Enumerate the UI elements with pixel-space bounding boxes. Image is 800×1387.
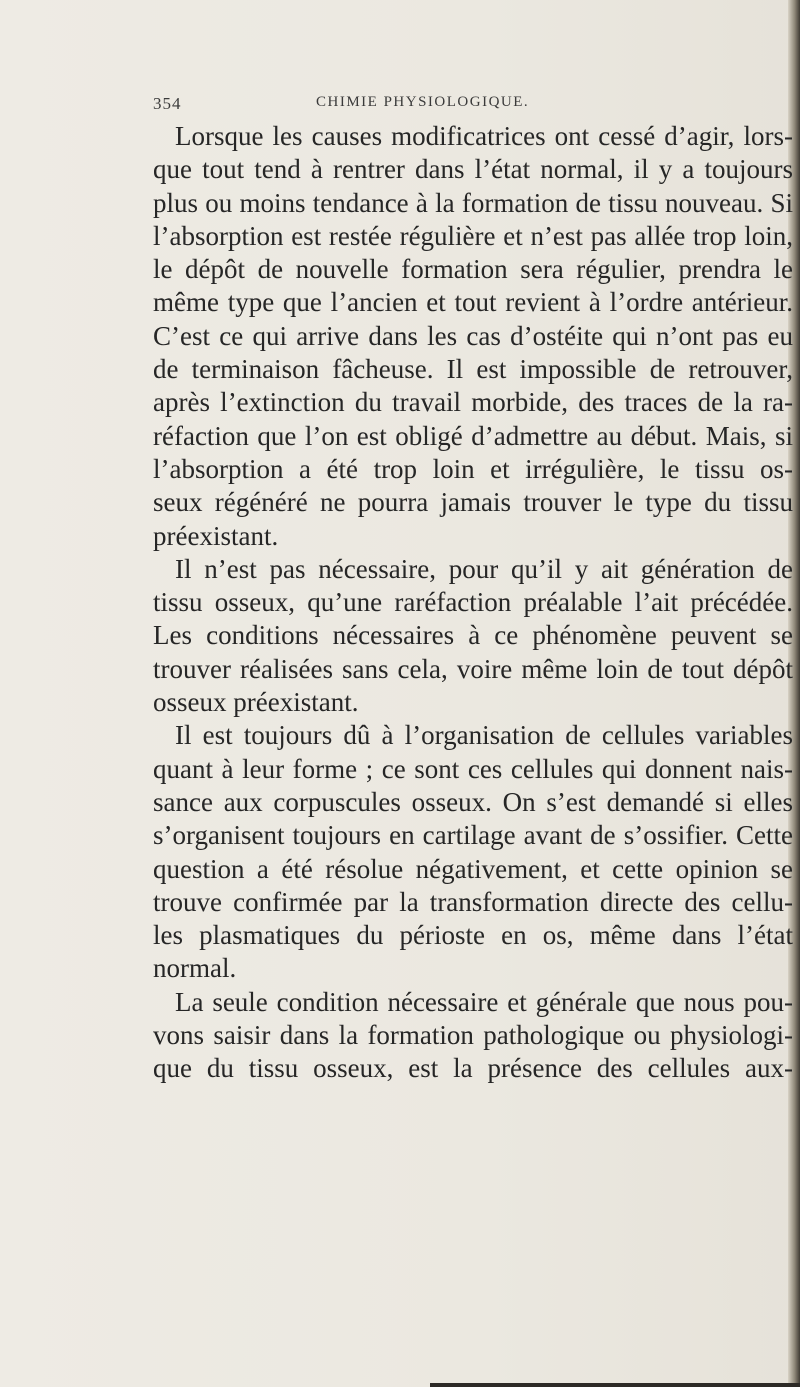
text-line: l’absorption a été trop loin et irrégulière, le tissu os- [153,453,793,484]
text-line: que du tissu osseux, est la présence des cellules aux- [153,1053,793,1084]
text-line: réfaction que l’on est obligé d’admettre au début. Mais, si [153,420,793,451]
text-line: de terminaison fâcheuse. Il est impossible de retrouver, [153,354,793,385]
text-line: les plasmatiques du périoste en os, même dans l’état [153,920,793,951]
text-line: s’organisent toujours en cartilage avant de s’ossifier. Cette [153,820,793,851]
text-line: C’est ce qui arrive dans les cas d’ostéite qui n’ont pas eu [153,320,793,351]
text-line: trouver réalisées sans cela, voire même loin de tout dépôt [153,653,793,684]
body-text [153,120,793,1086]
paragraph [153,553,793,719]
page-bottom-edge [430,1383,800,1387]
text-line: préexistant. [153,520,279,551]
text-line: Lorsque les causes modificatrices ont cessé d’agir, lors- [175,121,793,151]
text-line: question a été résolue négativement, et cette opinion se [153,853,793,884]
text-line: vons saisir dans la formation pathologique ou physiologi- [153,1020,793,1051]
text-line: seux régénéré ne pourra jamais trouver le type du tissu [153,487,793,518]
text-line: sance aux corpuscules osseux. On s’est demandé si elles [153,786,793,817]
text-line: le dépôt de nouvelle formation sera régulier, prendra le [153,254,793,285]
text-line: plus ou moins tendance à la formation de tissu nouveau. Si [153,187,793,218]
text-line: Il n’est pas nécessaire, pour qu’il y ait génération de [175,553,793,584]
text-line: trouve confirmée par la transformation directe des cellu- [153,886,793,917]
page-number: 354 [153,94,182,113]
text-line: l’absorption est restée régulière et n’est pas allée trop loin, [153,220,793,251]
text-line: osseux préexistant. [153,687,359,718]
text-line: La seule condition nécessaire et générale que nous pou- [175,986,793,1017]
paragraph [153,986,793,1086]
text-line: tissu osseux, qu’une raréfaction préalable l’ait précédée. [153,587,793,618]
running-title: CHIMIE PHYSIOLOGIQUE. [316,94,530,110]
text-line: après l’extinction du travail morbide, des traces de la ra- [153,387,793,418]
text-line: normal. [153,953,237,984]
text-line: même type que l’ancien et tout revient à l’ordre antérieur. [153,287,793,318]
paragraph [153,120,793,553]
text-line: Il est toujours dû à l’organisation de cellules variables [175,720,793,751]
text-line: que tout tend à rentrer dans l’état normal, il y a toujours [153,154,793,185]
running-head [153,94,793,120]
text-line: quant à leur forme ; ce sont ces cellules qui donnent nais- [153,753,793,784]
text-line: Les conditions nécessaires à ce phénomène peuvent se [153,620,793,651]
paragraph [153,719,793,985]
